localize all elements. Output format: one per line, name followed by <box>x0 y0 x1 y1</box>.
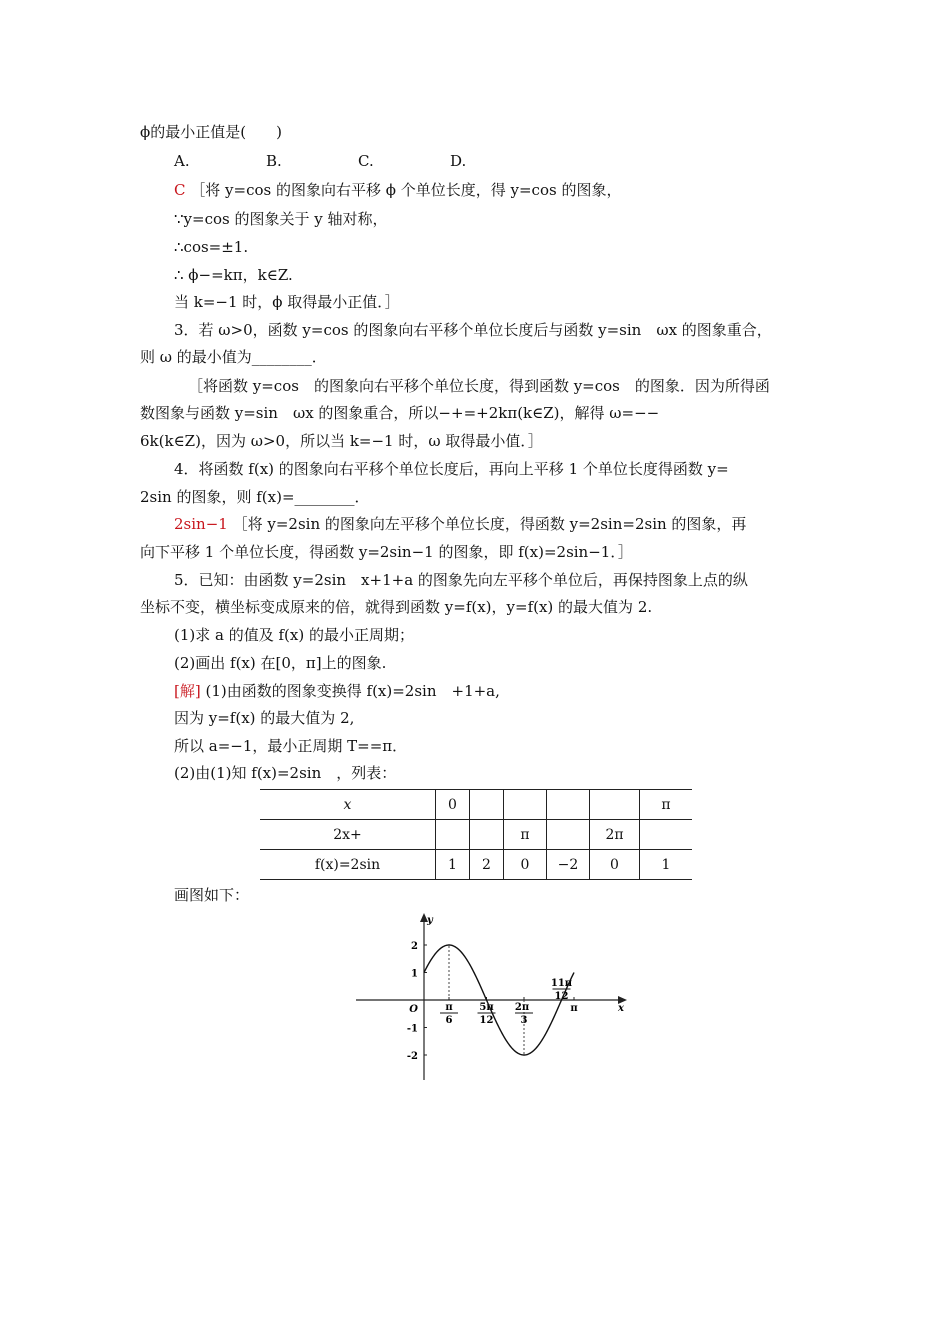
question-5: 坐标不变，横坐标变成原来的倍，就得到函数 y=f(x)，y=f(x) 的最大值为 2. <box>140 598 653 616</box>
value-table <box>260 789 692 880</box>
table-cell <box>504 790 547 820</box>
y-tick-label: O <box>409 1004 418 1015</box>
question-5: 5．已知：由函数 y=2sin x+1+a 的图象先向左平移个单位后，再保持图象上点的纵 <box>174 571 748 589</box>
answer-text: ［将 y=cos 的图象向右平移 ϕ 个单位长度，得 y=cos 的图象， <box>190 181 622 199</box>
answer-letter: C <box>174 181 186 199</box>
table-cell: x <box>260 790 436 820</box>
table-cell: 2x+ <box>260 820 436 850</box>
table-cell <box>547 790 590 820</box>
function-graph <box>348 910 648 1085</box>
x-mark-pi: π <box>570 1003 578 1014</box>
question-5-part2: (2)画出 f(x) 在[0，π]上的图象. <box>174 654 387 672</box>
solution-5: 因为 y=f(x) 的最大值为 2, <box>174 709 355 727</box>
choice-a: A. <box>174 152 190 170</box>
table-cell: 1 <box>436 850 470 880</box>
table-cell <box>470 820 504 850</box>
solution-line: 当 k=−1 时，ϕ 取得最小正值．］ <box>174 293 400 311</box>
x-mark-denominator: 6 <box>445 1015 453 1026</box>
solution-text: (1)由函数的图象变换得 f(x)=2sin +1+a, <box>205 682 500 700</box>
question-tail: ϕ的最小正值是( ) <box>140 123 282 141</box>
table-cell <box>547 820 590 850</box>
x-mark-denominator: 3 <box>520 1015 528 1026</box>
choice-b: B. <box>266 152 282 170</box>
answer-3: 数图象与函数 y=sin ωx 的图象重合，所以−+=+2kπ(k∈Z)，解得 ω=−− <box>140 404 660 422</box>
solution-5: 所以 a=−1，最小正周期 T==π． <box>174 737 408 755</box>
x-mark-numerator: π <box>445 1002 453 1013</box>
solution-5 <box>174 681 500 701</box>
answer-3: 6k(k∈Z)，因为 ω>0，所以当 k=−1 时，ω 取得最小值．］ <box>140 432 543 450</box>
table-row <box>260 820 692 850</box>
x-mark-numerator: 5π <box>479 1002 494 1013</box>
table-cell: f(x)=2sin <box>260 850 436 880</box>
x-mark-numerator: 2π <box>514 1002 530 1013</box>
table-row <box>260 850 692 880</box>
x-mark-numerator: 11π <box>550 978 573 989</box>
table-cell: 1 <box>640 850 693 880</box>
solution-5: (2)由(1)知 f(x)=2sin ，列表： <box>174 764 397 782</box>
table-cell: π <box>504 820 547 850</box>
table-cell <box>640 820 693 850</box>
question-3: 3．若 ω>0，函数 y=cos 的图象向右平移个单位长度后与函数 y=sin ωx 的图象重合， <box>174 321 772 339</box>
question-4: 4．将函数 f(x) 的图象向右平移个单位长度后，再向上平移 1 个单位长度得函数 y= <box>174 460 729 478</box>
table-cell: 2 <box>470 850 504 880</box>
table-cell: 0 <box>436 790 470 820</box>
table-cell <box>436 820 470 850</box>
question-3: 则 ω 的最小值为________． <box>140 348 327 366</box>
table-cell: 0 <box>504 850 547 880</box>
choice-c: C. <box>358 152 374 170</box>
answer-4: 向下平移 1 个单位长度，得函数 y=2sin−1 的图象，即 f(x)=2sin−1．］ <box>140 543 633 561</box>
question-4: 2sin 的图象，则 f(x)=________． <box>140 488 370 506</box>
x-mark-denominator: 12 <box>479 1015 494 1026</box>
table-cell <box>470 790 504 820</box>
y-tick-label: 2 <box>411 941 418 952</box>
table-cell: 2π <box>590 820 640 850</box>
x-mark-denominator: 12 <box>554 991 569 1002</box>
solution-line: ∴ ϕ−=kπ，k∈Z. <box>174 266 293 284</box>
table-cell <box>590 790 640 820</box>
x-axis-label: x <box>618 1003 624 1014</box>
solution-line: ∵y=cos 的图象关于 y 轴对称， <box>174 210 388 228</box>
y-tick-label: 1 <box>411 968 418 980</box>
table-cell: 0 <box>590 850 640 880</box>
table-row <box>260 790 692 820</box>
y-tick-label: -1 <box>406 1023 418 1035</box>
solution-tag: [解] <box>174 682 201 700</box>
answer-4-value: 2sin−1 <box>174 515 228 533</box>
y-tick-label: -2 <box>406 1051 418 1062</box>
y-axis-label: y <box>427 915 433 926</box>
choice-d: D. <box>450 152 467 170</box>
draw-caption: 画图如下： <box>174 886 250 904</box>
answer-3: ［将函数 y=cos 的图象向右平移个单位长度，得到函数 y=cos 的图象．因为所得函 <box>188 377 770 395</box>
answer-4 <box>174 514 746 534</box>
answer-4-text: ［将 y=2sin 的图象向左平移个单位长度，得函数 y=2sin=2sin 的图象，再 <box>232 515 747 533</box>
answer-line <box>174 180 621 200</box>
solution-line: ∴cos=±1. <box>174 238 249 256</box>
question-5-part1: (1)求 a 的值及 f(x) 的最小正周期； <box>174 626 414 644</box>
axes <box>356 913 627 1080</box>
table-cell: π <box>640 790 693 820</box>
table-cell: −2 <box>547 850 590 880</box>
